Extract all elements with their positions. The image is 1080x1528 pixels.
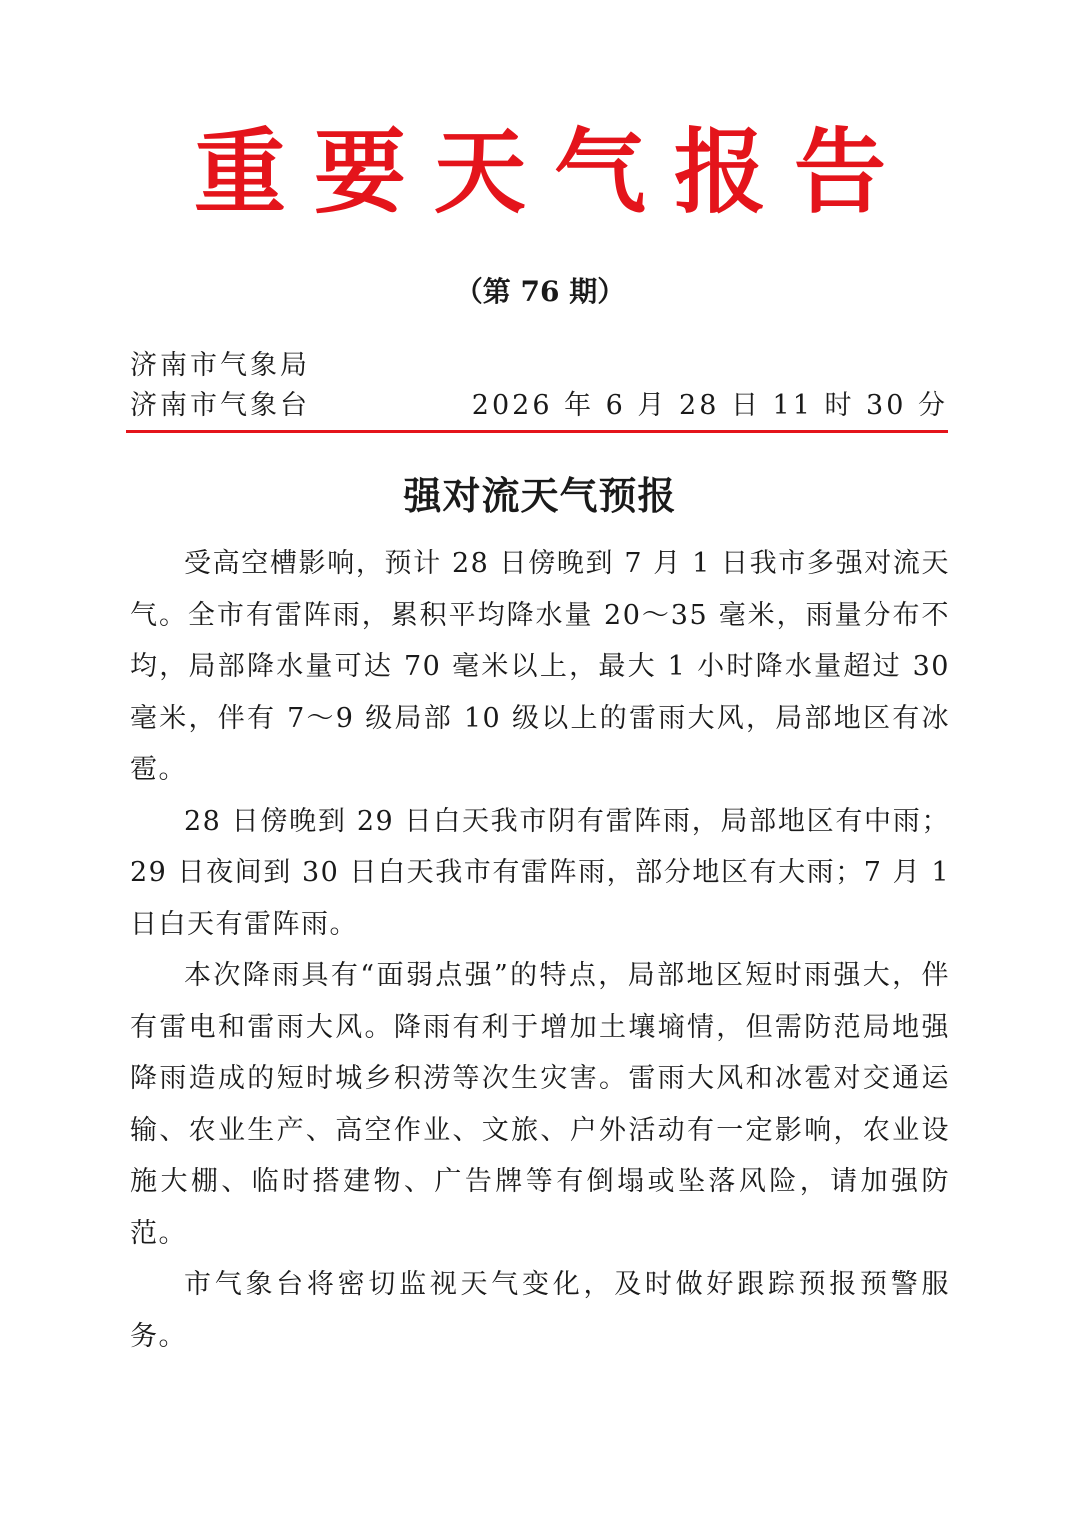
body-paragraph: 受高空槽影响，预计 28 日傍晚到 7 月 1 日我市多强对流天气。全市有雷阵雨，累积平均降水量 20～35 毫米，雨量分布不均，局部降水量可达 70 毫米以上，最大 1 小时降水量超过 30 毫米，伴有 7～9 级局部 10 级以上的雷雨大风，局部地区有冰雹。 (130, 548, 950, 785)
issue-datetime: 2026 年 6 月 28 日 11 时 30 分 (471, 390, 948, 421)
issue-number (0, 272, 1080, 312)
body-paragraph: 市气象台将密切监视天气变化，及时做好跟踪预报预警服务。 (130, 1269, 950, 1352)
issue-close: 期） (569, 275, 626, 308)
issue-open: （第 (454, 275, 511, 308)
issuer-observatory: 济南市气象台 (130, 390, 310, 421)
header-divider (126, 430, 948, 433)
report-masthead: 重要天气报告 (193, 118, 914, 226)
document-body (130, 538, 950, 1362)
document-title: 强对流天气预报 (403, 473, 677, 518)
body-paragraph: 28 日傍晚到 29 日白天我市阴有雷阵雨，局部地区有中雨；29 日夜间到 30 日白天我市有雷阵雨，部分地区有大雨；7 月 1 日白天有雷阵雨。 (130, 805, 950, 940)
issuer-bureau: 济南市气象局 (130, 350, 310, 381)
body-paragraph: 本次降雨具有“面弱点强”的特点，局部地区短时雨强大，伴有雷电和雷雨大风。降雨有利于增加土壤墒情，但需防范局地强降雨造成的短时城乡积涝等次生灾害。雷雨大风和冰雹对交通运输、农业生产、高空作业、文旅、户外活动有一定影响，农业设施大棚、临时搭建物、广告牌等有倒塌或坠落风险，请加强防范。 (130, 960, 950, 1249)
issue-number-value: 76 (520, 275, 560, 308)
